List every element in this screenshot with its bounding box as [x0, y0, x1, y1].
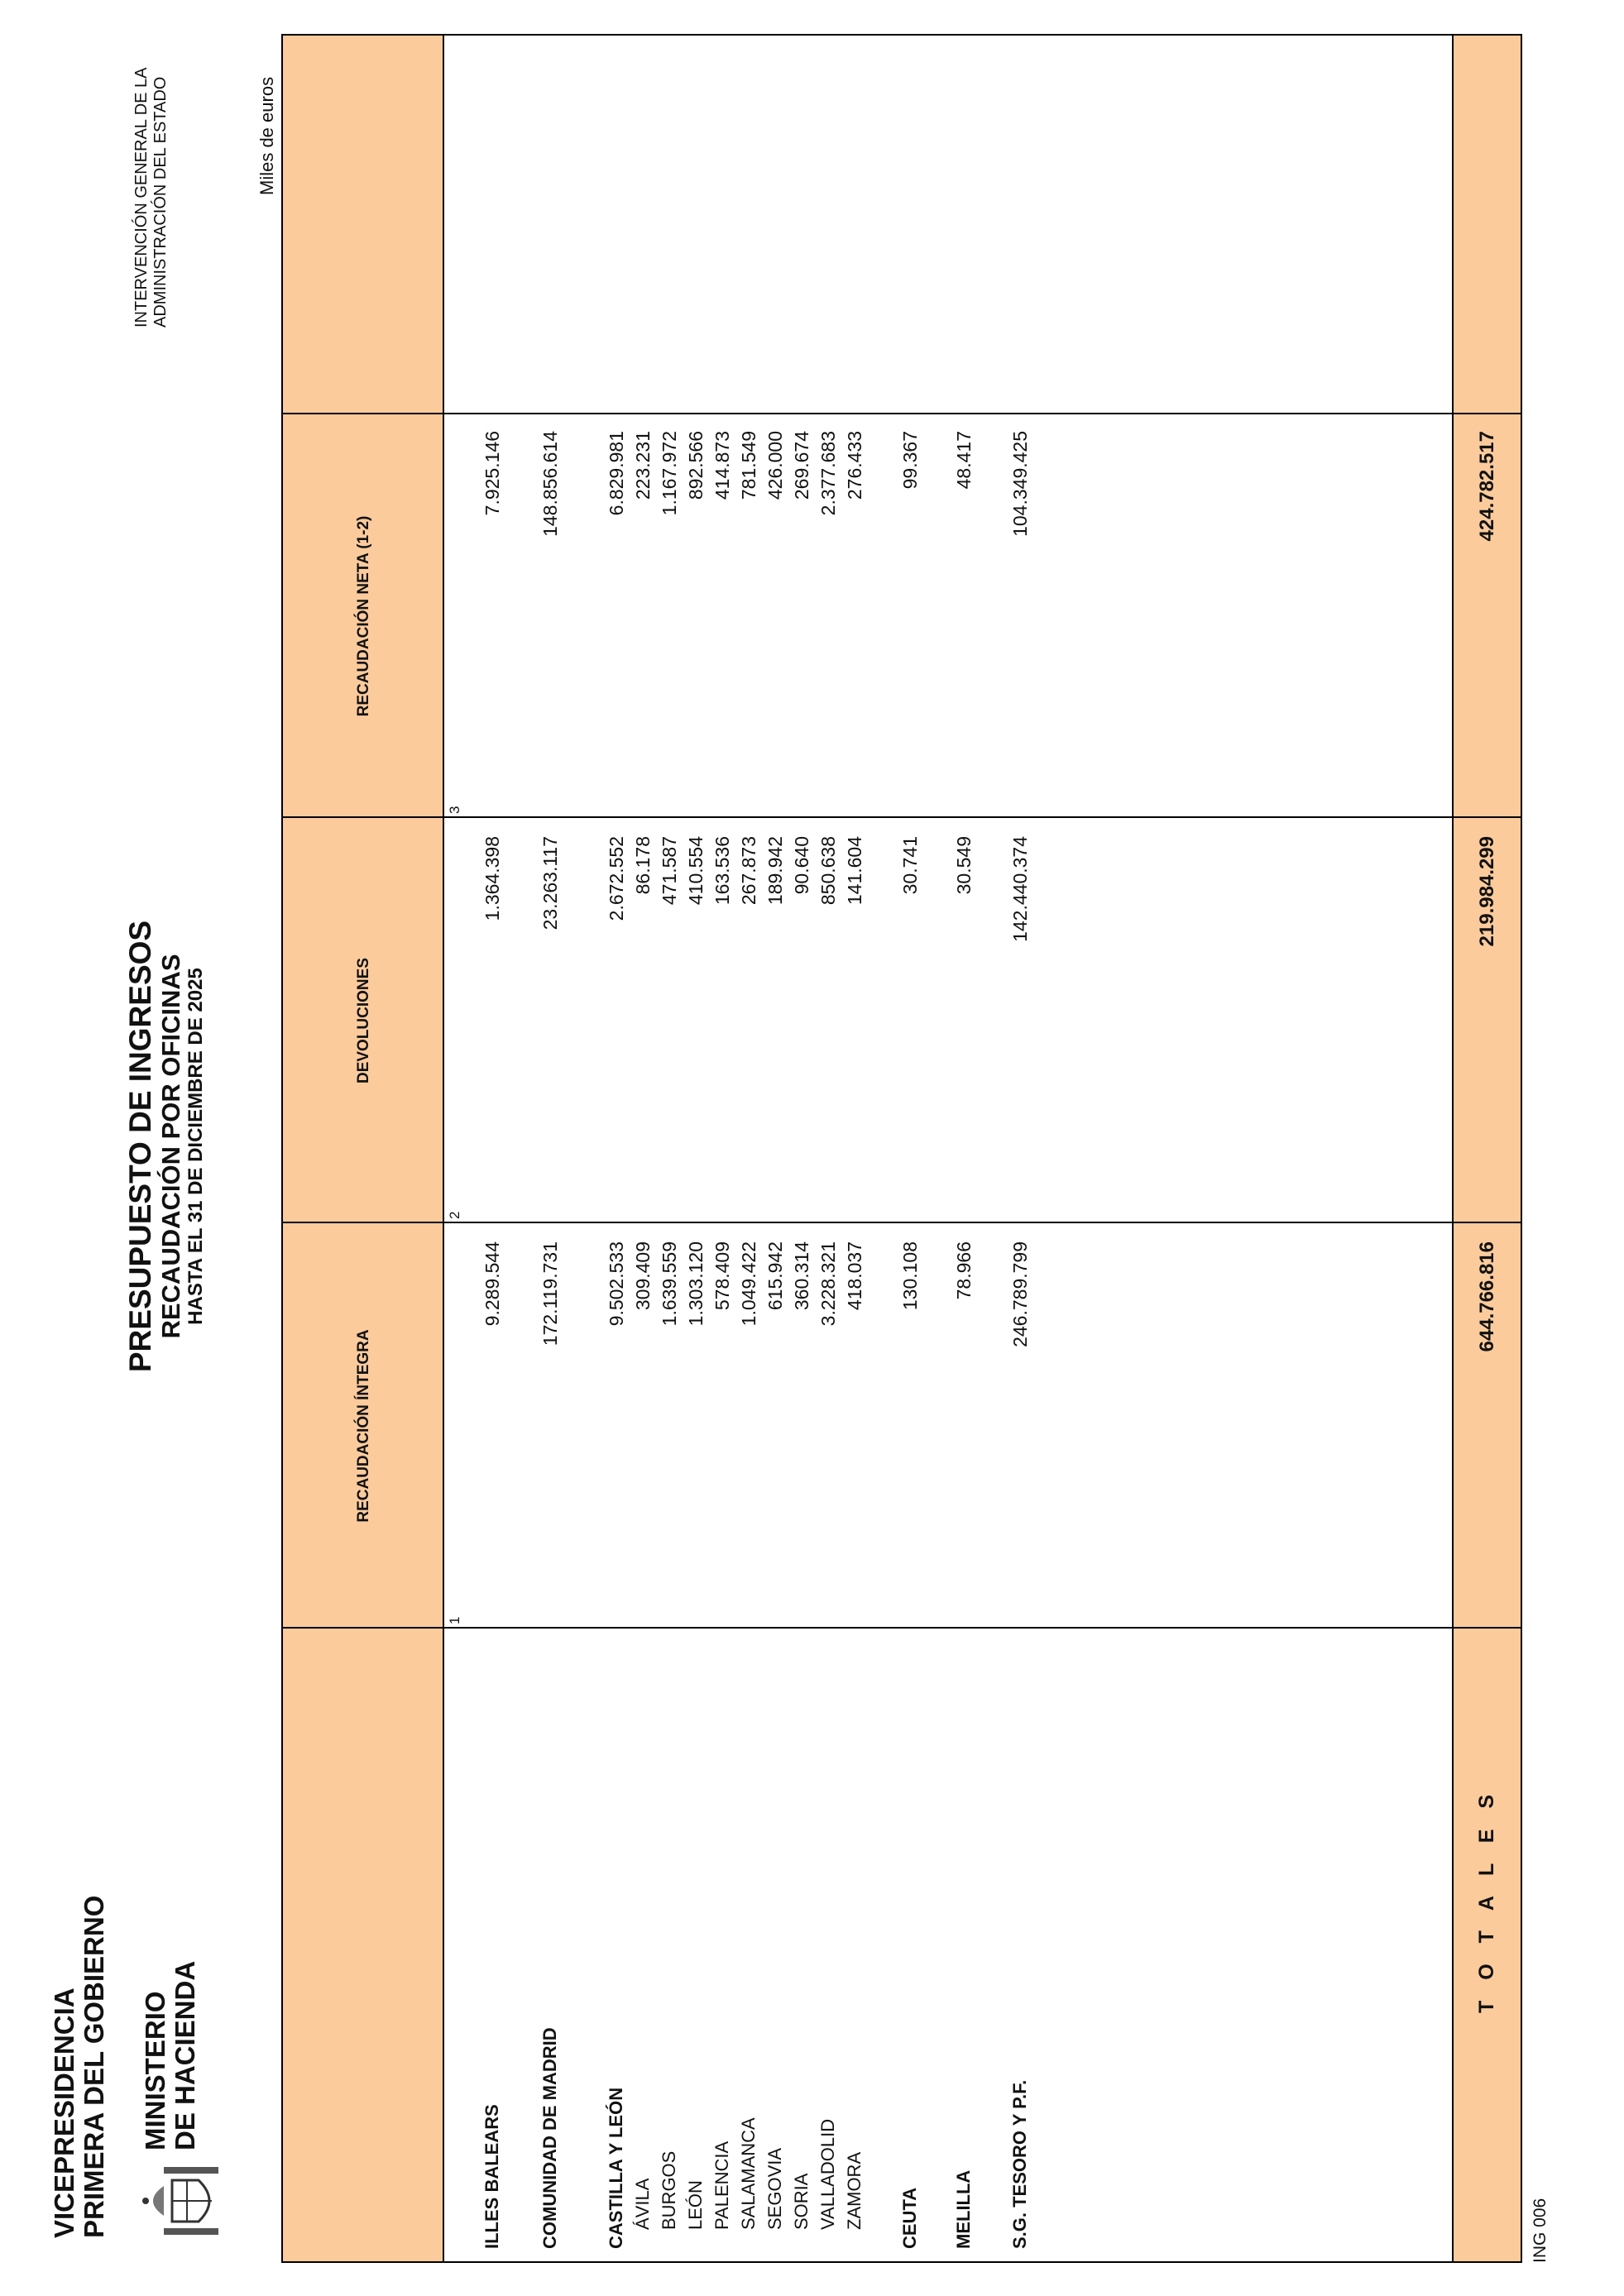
report-date: HASTA EL 31 DE DICIEMBRE DE 2025	[184, 968, 207, 1325]
totals-label: T O T A L E S	[1475, 1787, 1498, 2013]
cell-integra: 1.639.559	[659, 1241, 680, 1327]
agency-line-2: ADMINISTRACIÓN DEL ESTADO	[151, 76, 170, 328]
row-label: MELILLA	[953, 2169, 974, 2249]
org-line-2: PRIMERA DEL GOBIERNO	[79, 1895, 109, 2238]
ministry-header	[141, 1961, 200, 2150]
cell-neta: 148.856.614	[539, 431, 561, 537]
row-label: LEÓN	[685, 2180, 706, 2230]
row-label: ILLES BALEARS	[481, 2104, 502, 2249]
row-label: BURGOS	[659, 2150, 679, 2230]
cell-devoluciones: 86.178	[632, 836, 654, 895]
form-code: ING 006	[1531, 2198, 1550, 2263]
cell-devoluciones: 410.554	[685, 836, 707, 906]
agency-header	[132, 67, 170, 328]
row-label: SALAMANCA	[738, 2117, 759, 2230]
row-label: ZAMORA	[844, 2151, 865, 2230]
col-header-devoluciones: DEVOLUCIONES	[354, 957, 372, 1084]
cell-neta: 104.349.425	[1009, 431, 1031, 537]
cell-devoluciones: 163.536	[711, 836, 733, 906]
cell-integra: 1.049.422	[738, 1241, 759, 1327]
row-label: CEUTA	[899, 2187, 920, 2249]
org-header	[50, 1896, 109, 2238]
cell-integra: 130.108	[899, 1241, 921, 1311]
report-title-block	[124, 865, 208, 1428]
cell-integra: 615.942	[764, 1241, 786, 1311]
ministry-line-2: DE HACIENDA	[170, 1960, 200, 2150]
coat-of-arms-icon	[139, 2165, 222, 2236]
total-integra: 644.766.816	[1476, 1241, 1498, 1352]
cell-devoluciones: 141.604	[844, 836, 865, 906]
cell-integra: 418.037	[844, 1241, 865, 1311]
cell-neta: 426.000	[764, 431, 786, 500]
row-label: SORIA	[791, 2173, 812, 2230]
cell-devoluciones: 90.640	[791, 836, 812, 895]
row-label: COMUNIDAD DE MADRID	[539, 2027, 560, 2249]
cell-integra: 172.119.731	[539, 1241, 561, 1347]
cell-devoluciones: 2.672.552	[606, 836, 627, 921]
cell-integra: 246.789.799	[1009, 1241, 1031, 1347]
row-label: PALENCIA	[711, 2141, 732, 2230]
cell-neta: 99.367	[899, 431, 921, 490]
cell-integra: 78.966	[953, 1241, 975, 1300]
col-number: 1	[447, 1616, 462, 1624]
cell-devoluciones: 267.873	[738, 836, 759, 906]
cell-neta: 1.167.972	[659, 431, 680, 516]
cell-integra: 9.289.544	[481, 1241, 503, 1327]
report-subtitle: RECAUDACIÓN POR OFICINAS	[156, 954, 185, 1339]
cell-devoluciones: 30.741	[899, 836, 921, 895]
row-label: VALLADOLID	[817, 2118, 838, 2230]
cell-devoluciones: 23.263.117	[539, 836, 561, 930]
cell-devoluciones: 30.549	[953, 836, 975, 895]
cell-integra: 1.303.120	[685, 1241, 707, 1327]
revenue-table	[281, 34, 1522, 2263]
cell-neta: 892.566	[685, 431, 707, 500]
col-header-integra: RECAUDACIÓN ÍNTEGRA	[354, 1329, 372, 1523]
cell-neta: 276.433	[844, 431, 865, 500]
col-header-neta: RECAUDACIÓN NETA (1-2)	[354, 515, 372, 717]
ministry-line-1: MINISTERIO	[140, 1991, 170, 2150]
cell-neta: 269.674	[791, 431, 812, 500]
agency-line-1: INTERVENCIÓN GENERAL DE LA	[132, 67, 151, 328]
cell-neta: 7.925.146	[481, 431, 503, 516]
cell-integra: 3.228.321	[817, 1241, 839, 1327]
cell-neta: 6.829.981	[606, 431, 627, 516]
col-number: 2	[447, 1211, 462, 1219]
column-divider	[283, 413, 1521, 414]
total-devoluciones: 219.984.299	[1476, 836, 1498, 947]
cell-neta: 414.873	[711, 431, 733, 500]
cell-devoluciones: 1.364.398	[481, 836, 503, 921]
cell-devoluciones: 471.587	[659, 836, 680, 906]
row-label: S.G. TESORO Y P.F.	[1009, 2079, 1030, 2249]
col-number: 3	[447, 806, 462, 814]
cell-neta: 781.549	[738, 431, 759, 500]
cell-devoluciones: 850.638	[817, 836, 839, 906]
row-label: CASTILLA Y LEÓN	[606, 2087, 626, 2249]
cell-integra: 9.502.533	[606, 1241, 627, 1327]
cell-neta: 2.377.683	[817, 431, 839, 516]
row-label: ÁVILA	[632, 2178, 653, 2230]
org-line-1: VICEPRESIDENCIA	[49, 1987, 79, 2238]
total-neta: 424.782.517	[1476, 431, 1498, 542]
report-title: PRESUPUESTO DE INGRESOS	[123, 920, 157, 1373]
units-label: Miles de euros	[256, 76, 277, 195]
cell-integra: 309.409	[632, 1241, 654, 1311]
cell-neta: 48.417	[953, 431, 975, 490]
cell-devoluciones: 189.942	[764, 836, 786, 906]
cell-integra: 578.409	[711, 1241, 733, 1311]
cell-integra: 360.314	[791, 1241, 812, 1311]
row-label: SEGOVIA	[764, 2147, 785, 2230]
cell-devoluciones: 142.440.374	[1009, 836, 1031, 942]
cell-neta: 223.231	[632, 431, 654, 500]
